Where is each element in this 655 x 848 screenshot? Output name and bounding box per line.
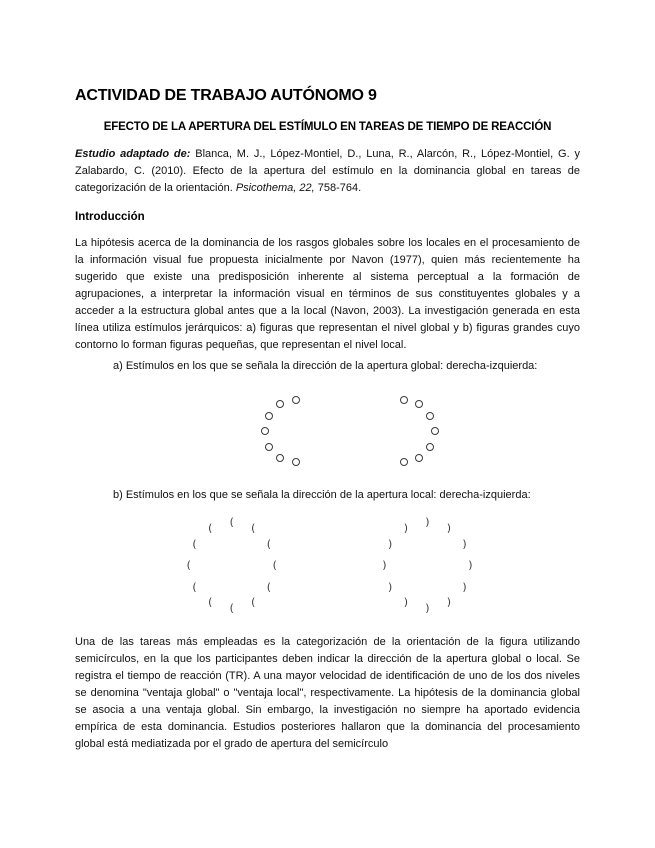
local-semicircle-element: ) [381, 558, 388, 572]
figure-b [77, 512, 582, 622]
local-circle-element [265, 412, 273, 420]
local-circle-element [400, 458, 408, 466]
local-semicircle-element: ) [461, 537, 469, 550]
figure-a-caption: a) Estímulos en los que se señala la dirección de la apertura global: derecha-izquierda: [113, 360, 538, 372]
local-semicircle-element: ) [424, 601, 431, 615]
local-circle-element [265, 443, 273, 451]
citation [75, 146, 580, 197]
closing-paragraph: Una de las tareas más empleadas es la categorización de la orientación de la figura utilizando semicírculos, en la que los participantes deben indicar la dirección de la apertura global o local. Se registra el tiempo de reacción (TR). A una mayor velocidad de identificación de uno de los dos niveles se denomina "ventaja global" o "ventaja local", respectivamente. La hipótesis de la dominancia global se asocia a una ventaja global. Sin embargo, la investigación no siempre ha aportado evidencia empírica de esta dominancia. Estudios posteriores hallaron que la dominancia del procesamiento global está mediatizada por el grado de apertura del semicírculo [75, 636, 580, 750]
intro-paragraph: La hipótesis acerca de la dominancia de los rasgos globales sobre los locales en el procesamiento de la información visual fue propuesta inicialmente por Navon (1977), quien más recientemente ha sugerido que existe una predisposición inherente al sistema perceptual a la formación de agrupaciones, a interpretar la información visual en términos de sus constituyentes globales y a acceder a la estructura global antes que a la local (Navon, 2003). La investigación generada en esta línea utiliza estímulos jerárquicos: a) figuras que representan el nivel global y b) figuras grandes cuyo contorno lo forman figuras pequeñas, que representan el nivel local. [75, 237, 580, 351]
local-circle-element [400, 396, 408, 404]
local-circle-element [415, 400, 423, 408]
local-semicircle-element: ) [445, 521, 453, 535]
citation-pages: 758-764. [314, 182, 362, 194]
local-semicircle-element: ( [265, 537, 273, 550]
local-semicircle-element: ) [424, 515, 431, 529]
local-circle-element [261, 427, 269, 435]
local-semicircle-element: ( [228, 601, 235, 615]
local-circle-element [426, 443, 434, 451]
local-semicircle-element: ( [185, 558, 192, 572]
local-semicircle-element: ( [190, 580, 198, 593]
citation-lead: Estudio adaptado de: [75, 148, 191, 160]
citation-authors: Blanca, M. J., López-Montiel, D., Luna, R., Alarcón, R., López-Montiel, G. y Zalabardo, C. (2010). Efecto de la apertura del estímulo en la dominancia global en tareas de categorización de la orientación. [75, 148, 580, 194]
local-semicircle-element: ) [467, 558, 474, 572]
section-heading-introduccion: Introducción [75, 211, 145, 223]
local-semicircle-element: ( [190, 537, 198, 550]
citation-journal: Psicothema, 22, [235, 182, 315, 194]
local-semicircle-element: ( [206, 595, 214, 609]
local-semicircle-element: ( [249, 521, 257, 535]
local-semicircle-element: ) [386, 580, 394, 593]
local-semicircle-element: ) [402, 521, 410, 535]
local-semicircle-element: ( [228, 515, 235, 529]
figure-a [97, 383, 602, 483]
local-semicircle-element: ( [206, 521, 214, 535]
stimulus-local-aperture-right [184, 512, 280, 618]
local-semicircle-element: ( [249, 595, 257, 609]
local-circle-element [292, 458, 300, 466]
local-semicircle-element: ) [386, 537, 394, 550]
local-semicircle-element: ) [445, 595, 453, 609]
figure-b-caption: b) Estímulos en los que se señala la dirección de la apertura local: derecha-izquierda: [113, 489, 531, 501]
local-circle-element [426, 412, 434, 420]
local-semicircle-element: ( [271, 558, 278, 572]
stimulus-global-aperture-right [256, 383, 336, 479]
page-subtitle: EFECTO DE LA APERTURA DEL ESTÍMULO EN TAREAS DE TIEMPO DE REACCIÓN [103, 121, 552, 133]
local-semicircle-element: ( [265, 580, 273, 593]
local-circle-element [431, 427, 439, 435]
local-circle-element [292, 396, 300, 404]
local-semicircle-element: ) [402, 595, 410, 609]
local-circle-element [415, 454, 423, 462]
local-circle-element [276, 400, 284, 408]
page-title: ACTIVIDAD DE TRABAJO AUTÓNOMO 9 [75, 87, 377, 104]
stimulus-global-aperture-left [364, 383, 444, 479]
stimulus-local-aperture-left [380, 512, 476, 618]
local-semicircle-element: ) [461, 580, 469, 593]
local-circle-element [276, 454, 284, 462]
